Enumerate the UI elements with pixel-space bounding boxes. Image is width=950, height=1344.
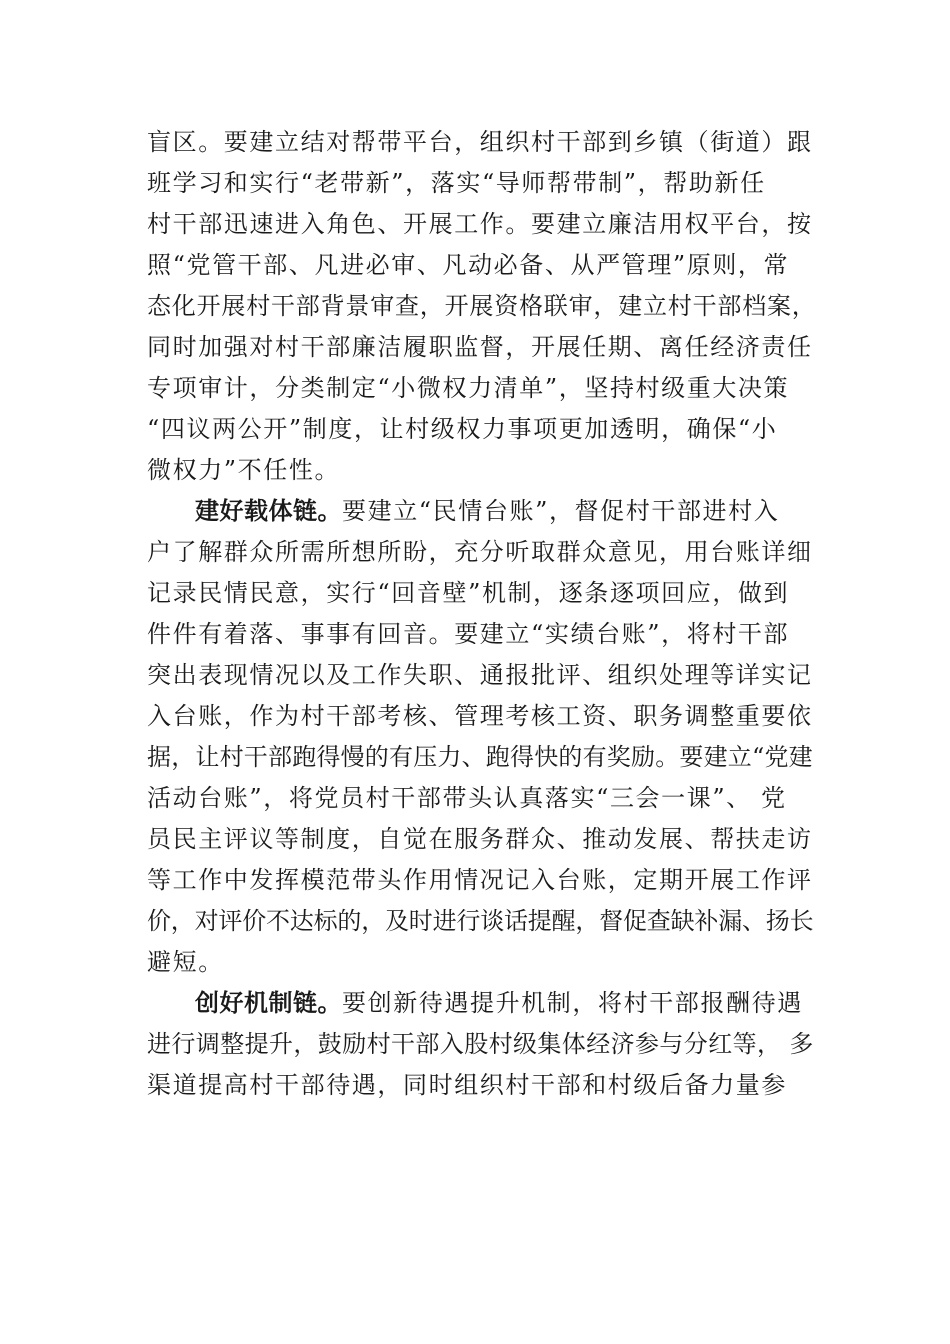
paragraph-first-line [195, 499, 817, 523]
text-line: 户了解群众所需所想所盼，充分听取群众意见，用台账详细 [147, 538, 813, 566]
text-line: 微权力”不任性。 [147, 456, 341, 484]
text-line: 专项审计，分类制定“小微权力清单”，坚持村级重大决策 [147, 374, 790, 402]
paragraph-heading: 建好载体链。 [195, 497, 342, 525]
text-line: 照“党管干部、凡进必审、凡动必备、从严管理”原则，常 [147, 251, 790, 279]
text-line: 据，让村干部跑得慢的有压力、跑得快的有奖励。要建立“党建 [147, 743, 813, 771]
text-line: 进行调整提升，鼓励村干部入股村级集体经济参与分红等， 多 [147, 1030, 814, 1058]
text-line: 渠道提高村干部待遇，同时组织村干部和村级后备力量参 [147, 1071, 787, 1099]
text-line: 突出表现情况以及工作失职、通报批评、组织处理等详实记 [147, 661, 813, 689]
paragraph-text: 要创新待遇提升机制，将村干部报酬待遇 [342, 989, 803, 1017]
text-line: 件件有着落、事事有回音。要建立“实绩台账”，将村干部 [147, 620, 790, 648]
text-line: 入台账，作为村干部考核、管理考核工资、职务调整重要依 [147, 702, 813, 730]
paragraph-text: 要建立“民情台账”，督促村干部进村入 [342, 497, 780, 525]
text-line: 同时加强对村干部廉洁履职监督，开展任期、离任经济责任 [147, 333, 813, 361]
text-line: 避短。 [147, 948, 224, 976]
text-line: “四议两公开”制度，让村级权力事项更加透明，确保“小 [147, 415, 778, 443]
text-line: 盲区。要建立结对帮带平台，组织村干部到乡镇（街道）跟 [147, 128, 813, 156]
text-line: 村干部迅速进入角色、开展工作。要建立廉洁用权平台，按 [147, 210, 813, 238]
paragraph-heading: 创好机制链。 [195, 989, 342, 1017]
paragraph-first-line [195, 991, 817, 1015]
text-line: 班学习和实行“老带新”，落实“导师帮带制”，帮助新任 [147, 169, 766, 197]
text-line: 价，对评价不达标的，及时进行谈话提醒，督促查缺补漏、扬长 [147, 907, 814, 935]
text-line: 员民主评议等制度，自觉在服务群众、推动发展、帮扶走访 [147, 825, 813, 853]
text-line: 态化开展村干部背景审查，开展资格联审，建立村干部档案， [147, 292, 817, 320]
text-line: 活动台账”，将党员村干部带头认真落实“三会一课”、 党 [147, 784, 787, 812]
text-line: 记录民情民意，实行“回音壁”机制，逐条逐项回应，做到 [147, 579, 790, 607]
text-line: 等工作中发挥模范带头作用情况记入台账，定期开展工作评 [147, 866, 813, 894]
